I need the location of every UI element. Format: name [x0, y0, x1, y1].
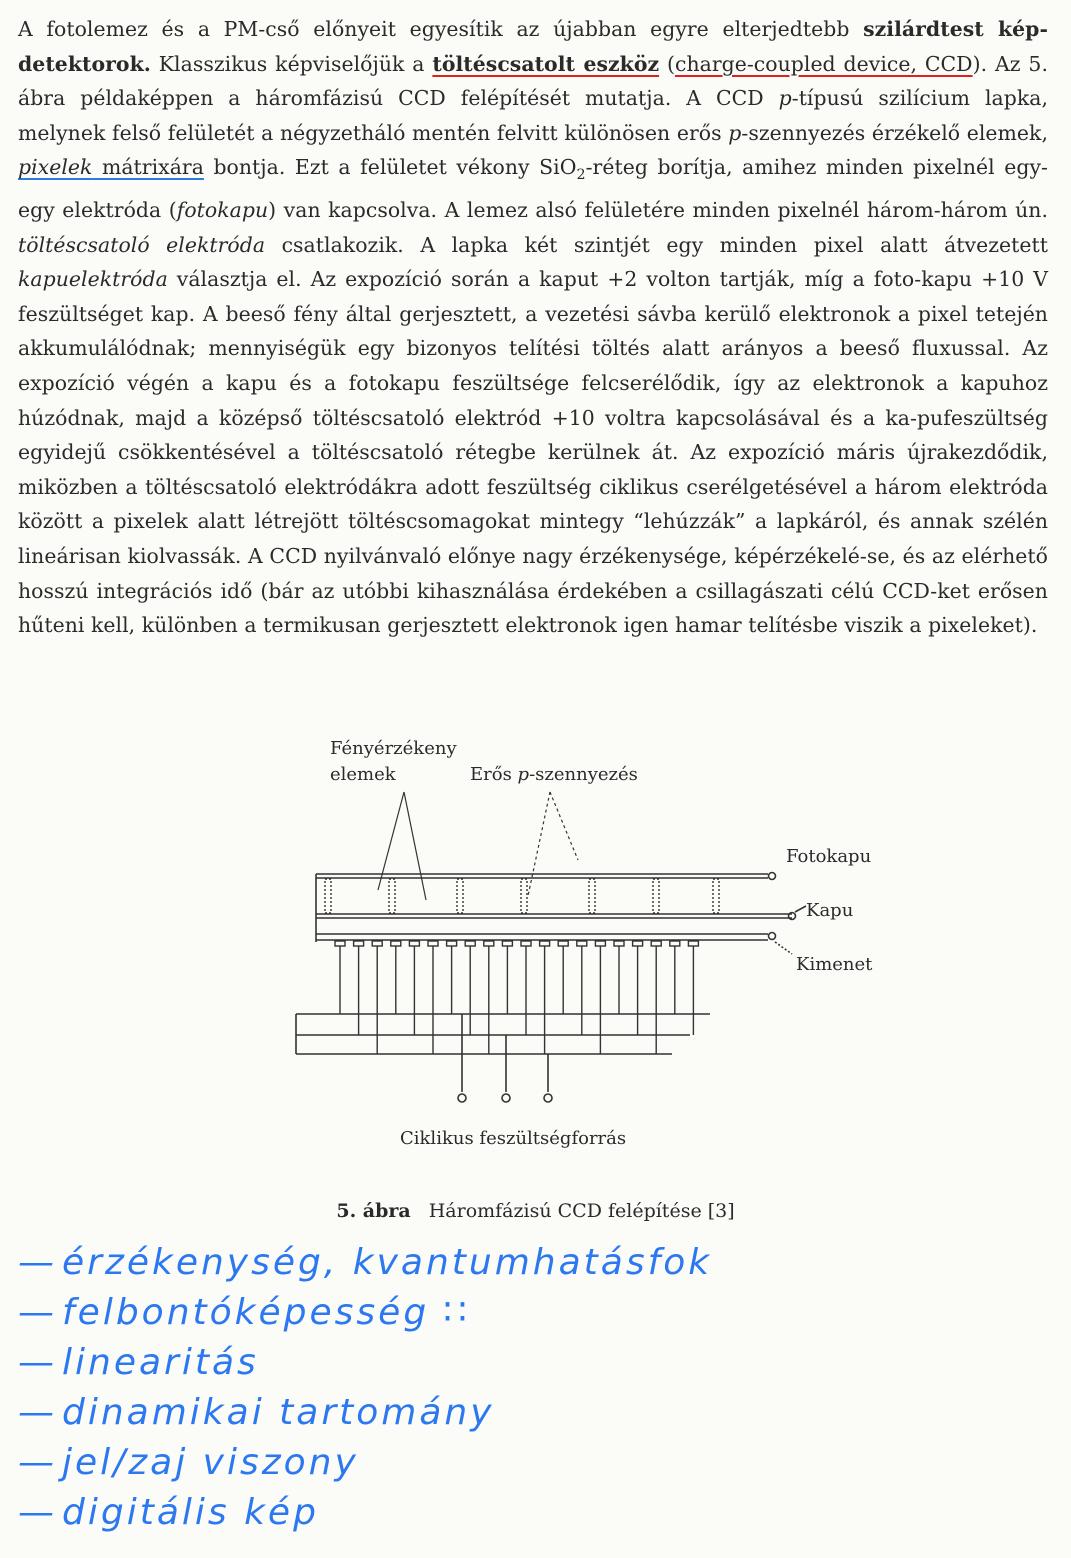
transfer-electrode	[354, 941, 364, 946]
note-text: felbontóképesség ∷	[62, 1292, 470, 1333]
text-run: Klasszikus képviselőjük a	[150, 51, 433, 76]
pointer-line	[528, 792, 550, 896]
kimenet-terminal	[769, 933, 776, 940]
text-run: Erős	[470, 764, 518, 785]
note-item	[18, 1438, 712, 1488]
text-run: bontja. Ezt a felületet vékony SiO	[203, 155, 577, 180]
p-doping-wall	[713, 879, 719, 913]
note-dash: —	[18, 1242, 54, 1283]
transfer-electrode	[372, 941, 382, 946]
underlined-matrixara: mátrixára	[92, 155, 204, 180]
note-dash: —	[18, 1492, 54, 1533]
label-fotokapu: Fotokapu	[786, 846, 872, 867]
source-terminal-3	[544, 1094, 552, 1102]
p-doping-wall	[325, 879, 331, 913]
label-fenyerzekeny: Fényérzékeny	[330, 738, 457, 759]
caption-number: 5. ábra	[336, 1200, 411, 1222]
text-run: -típusú szilícium lapka, melynek felső felületét a négyzetháló mentén felvitt különösen erős	[18, 86, 1048, 145]
label-elemek: elemek	[330, 764, 396, 785]
source-terminal-1	[458, 1094, 466, 1102]
italic-term-pixelek: pixelek	[18, 155, 93, 180]
transfer-electrode	[633, 941, 643, 946]
label-ciklikus-feszultsegforras: Ciklikus feszültségforrás	[400, 1128, 627, 1149]
ccd-figure	[0, 720, 1071, 1170]
caption-text: Háromfázisú CCD felépítése [3]	[428, 1200, 735, 1222]
handwritten-notes	[18, 1238, 712, 1538]
transfer-electrode	[670, 941, 680, 946]
note-text: digitális kép	[62, 1492, 319, 1533]
text-run: (	[659, 51, 675, 76]
body-paragraph	[18, 12, 1048, 643]
underlined-english-term: charge-coupled device, CCD	[674, 51, 973, 76]
note-item	[18, 1338, 712, 1388]
note-text: dinamikai tartomány	[62, 1392, 495, 1433]
pointer-line	[378, 792, 404, 890]
note-item	[18, 1388, 712, 1438]
transfer-electrode	[521, 941, 531, 946]
text-run: csatlakozik. A lapka két szintjét egy minden pixel alatt átvezetett	[265, 232, 1049, 257]
transfer-electrode	[484, 941, 494, 946]
p-doping-wall	[589, 879, 595, 913]
transfer-electrode	[577, 941, 587, 946]
note-text: jel/zaj viszony	[62, 1442, 359, 1483]
transfer-electrode	[651, 941, 661, 946]
transfer-electrode	[409, 941, 419, 946]
pointer-line	[404, 792, 426, 900]
italic-p: p	[517, 764, 530, 785]
fotokapu-terminal	[769, 873, 776, 880]
italic-term-toltescsatolo: töltéscsatoló elektróda	[18, 232, 266, 257]
note-dash: —	[18, 1292, 54, 1333]
italic-term-kapuelektroda: kapuelektróda	[18, 267, 168, 292]
transfer-electrode	[688, 941, 698, 946]
transfer-electrode	[558, 941, 568, 946]
text-run: A fotolemez és a PM-cső előnyeit egyesítik az újabban egyre elterjedtebb	[18, 17, 864, 41]
note-text: érzékenység, kvantumhatásfok	[62, 1242, 713, 1283]
figure-caption	[0, 1200, 1071, 1222]
note-dash: —	[18, 1442, 54, 1483]
transfer-electrode	[614, 941, 624, 946]
transfer-electrode	[428, 941, 438, 946]
text-run: -szennyezés	[529, 764, 638, 785]
bold-term-toltescsatolt: töltéscsatolt eszköz	[432, 51, 660, 76]
italic-p: p	[778, 86, 792, 111]
note-item	[18, 1238, 712, 1288]
label-kimenet: Kimenet	[796, 954, 873, 975]
text-run: ). Az 5. ábra példaképpen a háromfázisú CCD felépítését mutatja. A CCD	[18, 51, 1048, 111]
text-run: választja el. Az expozíció során a kaput +2 volton tartják, míg a foto-kapu +10 V feszültséget kap. A beeső fény által gerjesztett, a vezetési sávba kerülő elektronok a pixel tetején akkumulálódnak; mennyiségük egy bizonyos telítési töltés alatt arányos a beeső fluxussal. Az expozíció végén a kapu és a fotokapu feszültsége felcserélődik, így az elektronok a kapuhoz húzódnak, majd a középső töltéscsatoló elektród +10 voltra kapcsolásával és a ka-pufeszültség egyidejű csökkentésével a töltéscsatoló rétegbe kerülnek át. Az expozíció máris újrakezdődik, miközben a töltéscsatoló elektródákra adott feszültség ciklikus cserélgetésével a három elektróda között a pixelek alatt létrejött töltéscsomagokat mintegy “lehúzzák” a lapkáról, és annak szélén lineárisan kiolvassák. A CCD nyilvánvaló előnye nagy érzékenysége, képérzékelé-se, és az elérhető hosszú integrációs idő (bár az utóbbi kihasználása érdekében a csillagászati célú CCD-ket erősen hűteni kell, különben a termikusan gerjesztett elektronok igen hamar telítésbe viszik a pixeleket).	[18, 267, 1048, 638]
note-dash: —	[18, 1342, 54, 1383]
note-item	[18, 1288, 712, 1338]
p-doping-wall	[389, 879, 395, 913]
transfer-electrode	[502, 941, 512, 946]
note-text: linearitás	[62, 1342, 259, 1383]
bold-term-szilardtest: szilárdtest kép-detektorok.	[18, 17, 1048, 76]
subscript-2: 2	[576, 167, 586, 184]
text-run: -szennyezés érzékelő elemek,	[741, 120, 1048, 145]
transfer-electrode	[391, 941, 401, 946]
kimenet-leader	[775, 942, 792, 954]
label-kapu: Kapu	[806, 900, 854, 921]
transfer-electrode	[540, 941, 550, 946]
label-eros-p-szennyezes	[470, 764, 638, 786]
transfer-electrode	[335, 941, 345, 946]
transfer-electrode	[447, 941, 457, 946]
p-doping-wall	[521, 879, 527, 913]
p-doping-wall	[457, 879, 463, 913]
ccd-diagram	[0, 720, 1071, 1170]
italic-term-fotokapu: fotokapu	[176, 198, 269, 223]
note-item	[18, 1488, 712, 1538]
transfer-electrode	[465, 941, 475, 946]
italic-p: p	[728, 120, 742, 145]
text-run: ) van kapcsolva. A lemez alsó felületére minden pixelnél három-három ún.	[268, 198, 1048, 223]
transfer-electrode	[595, 941, 605, 946]
p-doping-wall	[653, 879, 659, 913]
source-terminal-2	[502, 1094, 510, 1102]
kapu-leader	[795, 906, 806, 912]
text-run: -réteg borítja, amihez minden pixelnél egy-egy elektróda (	[18, 155, 1048, 223]
note-dash: —	[18, 1392, 54, 1433]
pointer-line	[550, 792, 578, 860]
